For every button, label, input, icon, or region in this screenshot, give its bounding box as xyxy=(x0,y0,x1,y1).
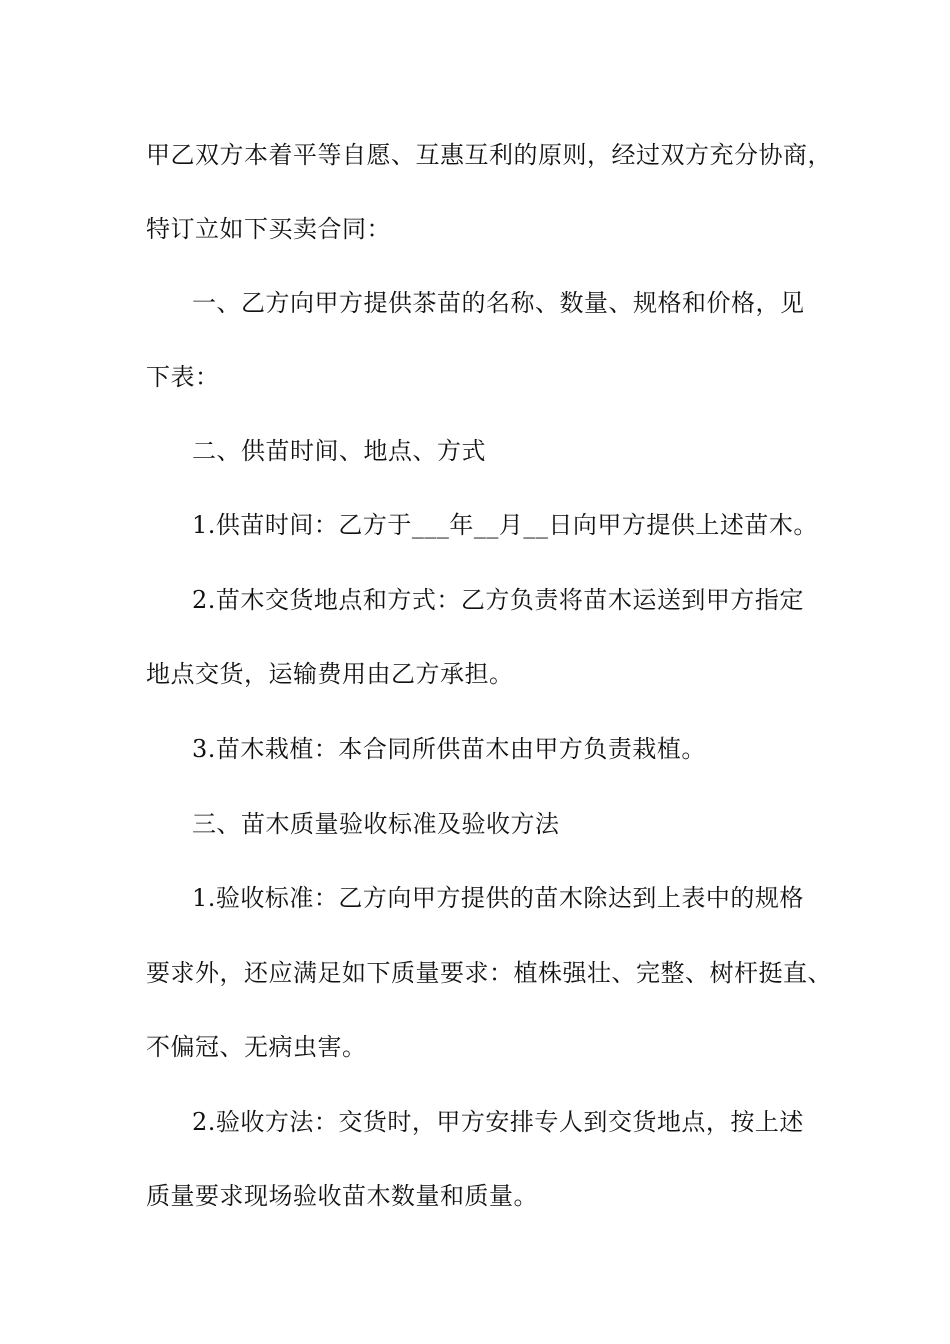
paragraph-line: 甲乙双方本着平等自愿、互惠互利的原则，经过双方充分协商， xyxy=(146,141,832,169)
paragraph-line: 下表： xyxy=(146,363,220,391)
paragraph-line: 要求外，还应满足如下质量要求：植株强壮、完整、树杆挺直、 xyxy=(146,959,832,987)
paragraph-line: 地点交货，运输费用由乙方承担。 xyxy=(146,660,514,688)
clause-line: 1.供苗时间：乙方于___年__月__日向甲方提供上述苗木。 xyxy=(192,511,818,539)
section-heading: 三、苗木质量验收标准及验收方法 xyxy=(192,810,560,838)
paragraph-line: 不偏冠、无病虫害。 xyxy=(146,1033,367,1061)
clause-line: 2.验收方法：交货时，甲方安排专人到交货地点，按上述 xyxy=(192,1108,804,1136)
clause-line: 2.苗木交货地点和方式：乙方负责将苗木运送到甲方指定 xyxy=(192,586,804,614)
paragraph-line: 特订立如下买卖合同： xyxy=(146,215,391,243)
section-heading-line: 一、乙方向甲方提供茶苗的名称、数量、规格和价格，见 xyxy=(192,289,805,317)
clause-line: 1.验收标准：乙方向甲方提供的苗木除达到上表中的规格 xyxy=(192,884,804,912)
paragraph-line: 质量要求现场验收苗木数量和质量。 xyxy=(146,1182,538,1210)
section-heading: 二、供苗时间、地点、方式 xyxy=(192,437,486,465)
clause-line: 3.苗木栽植：本合同所供苗木由甲方负责栽植。 xyxy=(192,735,706,763)
